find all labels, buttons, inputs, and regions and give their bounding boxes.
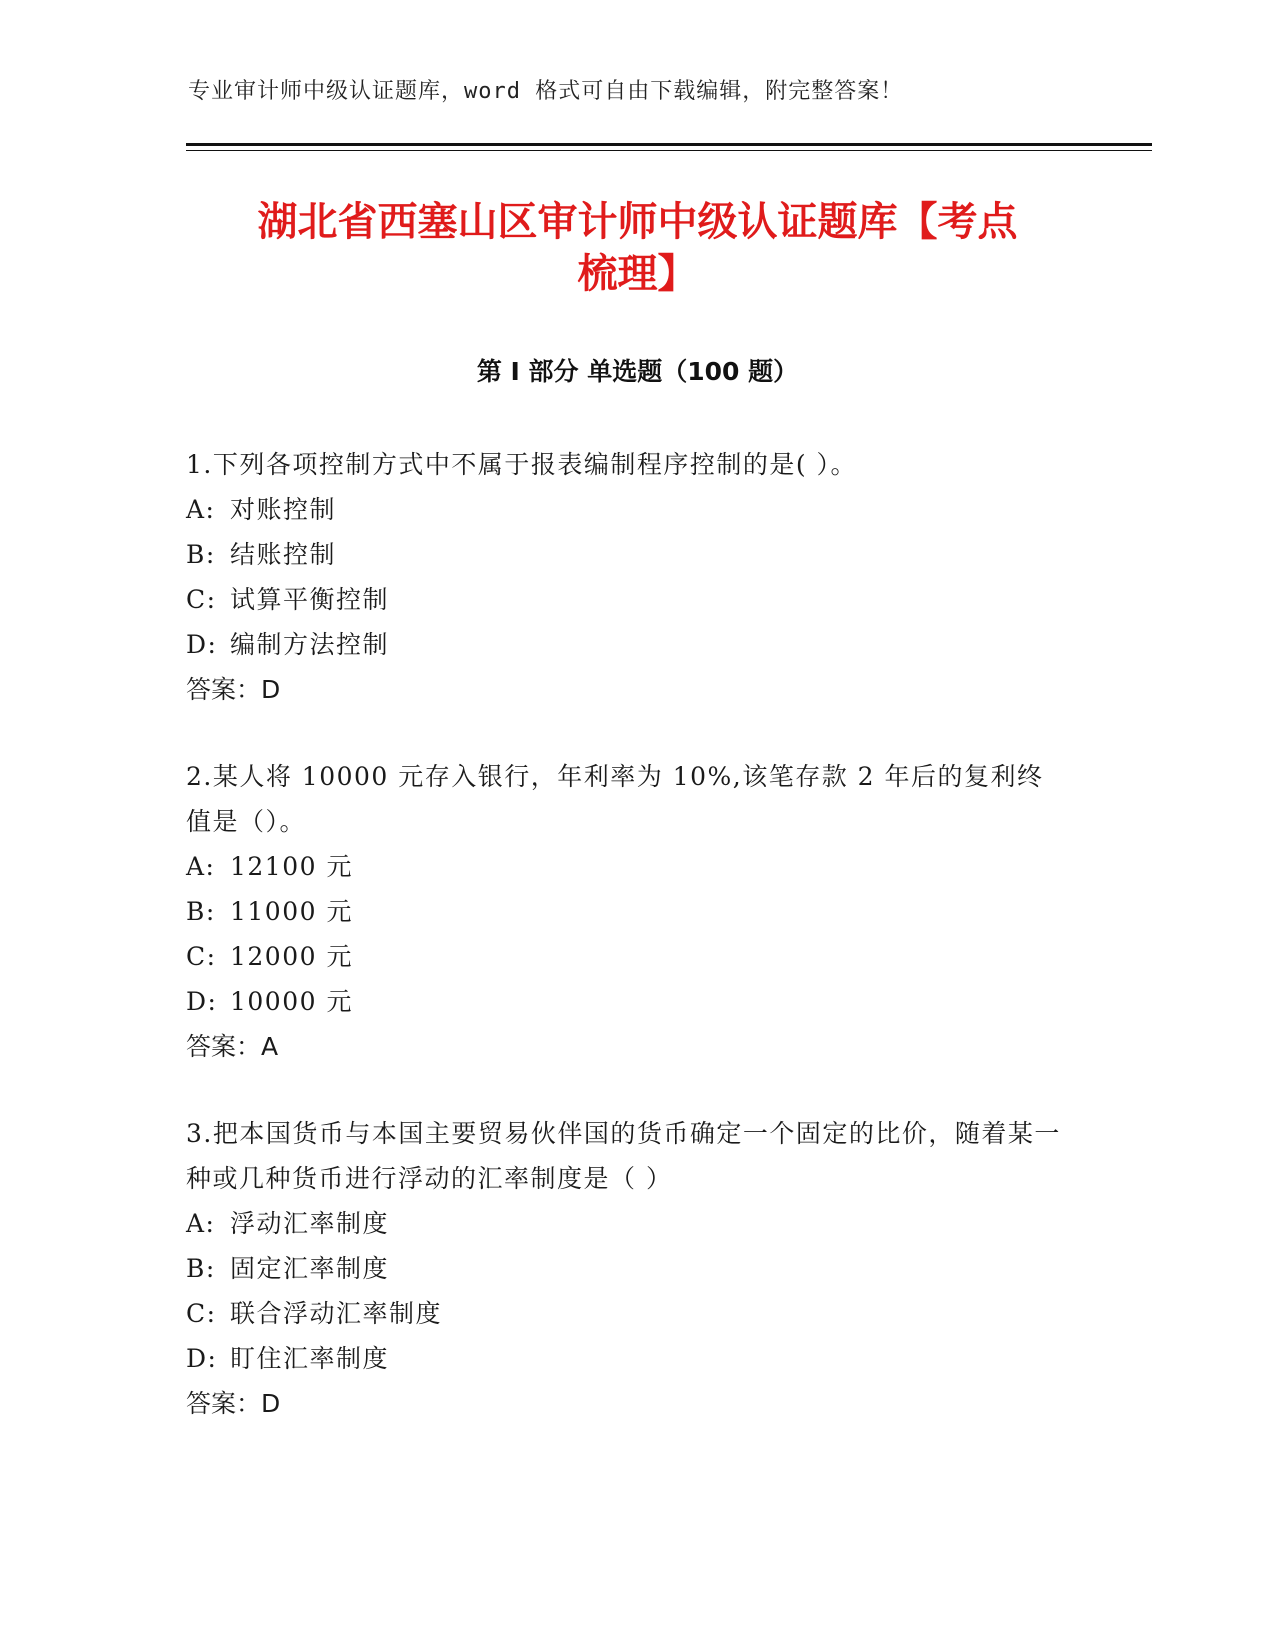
option-label: B: (186, 540, 216, 569)
question-stem: 3.把本国货币与本国主要贸易伙伴国的货币确定一个固定的比价，随着某一种或几种货币进行浮动的汇率制度是（ ） (186, 1119, 1061, 1193)
answer: 答案：D (186, 675, 281, 704)
option-d (186, 1336, 1066, 1381)
option-label: A: (186, 1209, 216, 1238)
question-list (186, 442, 1066, 1468)
option-text: 固定汇率制度 (230, 1254, 390, 1283)
option-label: A: (186, 852, 216, 881)
header-rule-thin (186, 150, 1152, 151)
option-label: D: (186, 987, 218, 1016)
option-text: 12000 元 (230, 942, 353, 971)
question-3 (186, 1111, 1066, 1426)
title-line-2: 梳理】 (577, 251, 698, 297)
question-stem: 1.下列各项控制方式中不属于报表编制程序控制的是( ）。 (186, 450, 858, 479)
option-text: 11000 元 (230, 897, 353, 926)
option-label: C: (186, 942, 217, 971)
option-c (186, 1291, 1066, 1336)
option-a (186, 1201, 1066, 1246)
option-label: B: (186, 1254, 216, 1283)
option-b (186, 1246, 1066, 1291)
option-text: 对账控制 (230, 495, 337, 524)
option-a (186, 487, 1066, 532)
option-label: C: (186, 585, 217, 614)
option-label: C: (186, 1299, 217, 1328)
section-title: 第 I 部分 单选题（100 题） (476, 357, 799, 386)
question-2 (186, 754, 1066, 1069)
option-label: D: (186, 630, 218, 659)
option-text: 试算平衡控制 (230, 585, 390, 614)
option-text: 盯住汇率制度 (230, 1344, 390, 1373)
option-a (186, 844, 1066, 889)
answer: 答案：A (186, 1032, 279, 1061)
option-text: 编制方法控制 (230, 630, 390, 659)
option-label: B: (186, 897, 216, 926)
option-c (186, 934, 1066, 979)
option-d (186, 979, 1066, 1024)
option-text: 结账控制 (230, 540, 337, 569)
option-text: 10000 元 (230, 987, 353, 1016)
document-title (150, 196, 1125, 300)
title-line-1: 湖北省西塞山区审计师中级认证题库【考点 (257, 199, 1018, 245)
header-rule-thick (186, 143, 1152, 146)
answer: 答案：D (186, 1389, 281, 1418)
option-text: 联合浮动汇率制度 (230, 1299, 443, 1328)
option-text: 12100 元 (230, 852, 353, 881)
question-1 (186, 442, 1066, 712)
option-label: D: (186, 1344, 218, 1373)
option-b (186, 889, 1066, 934)
option-label: A: (186, 495, 216, 524)
option-c (186, 577, 1066, 622)
question-stem: 2.某人将 10000 元存入银行，年利率为 10%,该笔存款 2 年后的复利终值是（）。 (186, 762, 1044, 836)
option-d (186, 622, 1066, 667)
option-b (186, 532, 1066, 577)
header-note: 专业审计师中级认证题库，word 格式可自由下载编辑，附完整答案！ (188, 79, 904, 104)
option-text: 浮动汇率制度 (230, 1209, 390, 1238)
